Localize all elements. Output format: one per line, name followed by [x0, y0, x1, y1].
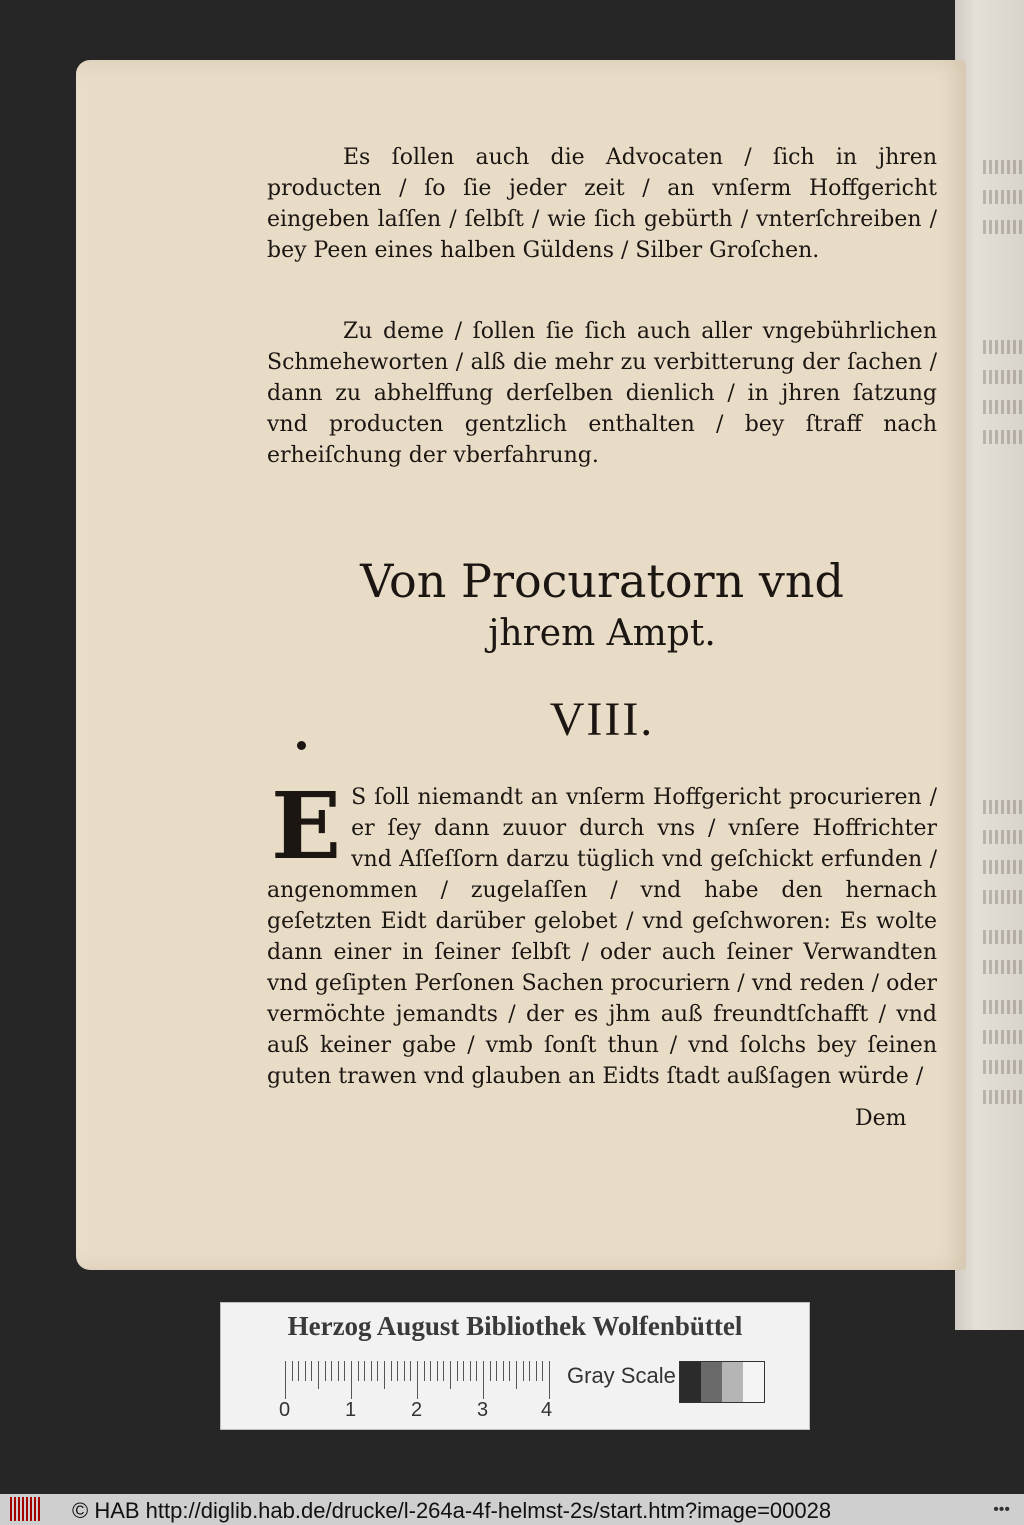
ruler-tick	[430, 1361, 431, 1381]
gray-scale-swatches	[679, 1361, 765, 1403]
hab-logo-icon	[10, 1497, 48, 1521]
copyright-url[interactable]: © HAB http://diglib.hab.de/drucke/l-264a-4f-helmst-2s/start.htm?image=00028	[72, 1498, 832, 1523]
logo-bar	[18, 1497, 20, 1521]
ruler-tick	[404, 1361, 405, 1381]
ruler-tick	[529, 1361, 530, 1381]
paragraph-procurators-text: S ſoll niemandt an vnſerm Hoffgericht procurieren / er ſey dann zuuor durch vns / vnſere Hoffrichter vnd Aſſeſſorn darzu tüglich vnd geſchickt erfunden / angenommen / zugelaſſen / vnd habe den hernach geſetzten Eidt darüber gelobet / vnd geſchworen: Es wolte dann einer in ſeiner ſelbſt / oder auch ſeiner Verwandten vnd geſipten Perſonen Sachen procuriern / vnd reden / oder vermöchte jemandts / der es jhm auß freundtſchafft / vnd auß keiner gabe / vmb ſonſt thun / vnd ſolchs bey ſeinen guten trawen vnd glauben an Eidts ſtadt außſagen würde /	[267, 785, 937, 1089]
section-subheading: jhrem Ampt.	[488, 613, 716, 654]
ruler-tick	[450, 1361, 451, 1389]
paragraph-procurators	[267, 772, 937, 1092]
logo-bar	[10, 1497, 12, 1521]
ruler-tick	[496, 1361, 497, 1381]
catchword: Dem	[855, 1106, 907, 1131]
ruler-tick	[417, 1361, 418, 1399]
ruler-tick	[377, 1361, 378, 1381]
ruler-tick	[443, 1361, 444, 1381]
ruler-tick	[490, 1361, 491, 1381]
library-color-card	[220, 1302, 810, 1430]
ruler-tick	[285, 1361, 286, 1399]
ruler-tick	[463, 1361, 464, 1381]
ruler-tick	[536, 1361, 537, 1381]
ruler-tick	[344, 1361, 345, 1381]
ruler-number: 0	[279, 1399, 291, 1421]
ruler-tick	[549, 1361, 550, 1399]
logo-bar	[38, 1497, 40, 1521]
paragraph-advocates: Es ſollen auch die Advocaten / ſich in jhren producten / ſo ſie jeder zeit / an vnſerm Hoffgericht eingeben laſſen / ſelbſt / wie ſich gebürth / vnterſchreiben / bey Peen eines halben Güldens / Silber Groſchen.	[267, 145, 937, 263]
logo-bar	[34, 1497, 36, 1521]
ruler-tick	[509, 1361, 510, 1381]
ruler-tick	[371, 1361, 372, 1381]
ruler-number: 2	[411, 1399, 423, 1421]
ruler-tick	[457, 1361, 458, 1381]
ruler-tick	[298, 1361, 299, 1381]
ruler-tick	[318, 1361, 319, 1389]
ruler-tick	[397, 1361, 398, 1381]
footer-bar	[0, 1494, 1024, 1525]
ruler-tick	[391, 1361, 392, 1381]
ruler-tick	[476, 1361, 477, 1381]
section-number: VIII.	[549, 693, 655, 746]
gray-swatch	[743, 1362, 764, 1402]
ruler-tick	[331, 1361, 332, 1381]
ruler-tick	[523, 1361, 524, 1381]
ink-dot	[297, 741, 306, 750]
logo-bar	[14, 1497, 16, 1521]
ruler-tick	[364, 1361, 365, 1381]
ruler-tick	[470, 1361, 471, 1381]
scale-ruler	[285, 1361, 555, 1399]
ruler-tick	[358, 1361, 359, 1381]
ruler-tick	[437, 1361, 438, 1381]
library-name: Herzog August Bibliothek Wolfenbüttel	[287, 1311, 743, 1341]
paragraph-insults: Zu deme / ſollen ſie ſich auch aller vngebührlichen Schmeheworten / alß die mehr zu verbitterung der ſachen / dann zu abhelffung derſelben dienlich / in jhren ſatzung vnd producten gentzlich enthalten / bey ſtraff nach erheiſchung der vberfahrung.	[267, 319, 937, 468]
ruler-tick	[516, 1361, 517, 1389]
ruler-tick	[338, 1361, 339, 1381]
ruler-tick	[542, 1361, 543, 1381]
ruler-tick	[384, 1361, 385, 1389]
ruler-tick	[410, 1361, 411, 1381]
ruler-number: 1	[345, 1399, 357, 1421]
ruler-number: 3	[477, 1399, 489, 1421]
ruler-tick	[483, 1361, 484, 1399]
drop-cap-initial: E	[271, 772, 342, 880]
ruler-tick	[424, 1361, 425, 1381]
ruler-tick	[351, 1361, 352, 1399]
gray-scale-label: Gray Scale	[567, 1363, 676, 1388]
logo-bar	[26, 1497, 28, 1521]
section-heading: Von Procuratorn vnd	[360, 554, 844, 608]
gray-swatch	[701, 1362, 722, 1402]
more-menu-icon[interactable]: •••	[993, 1501, 1010, 1518]
ruler-tick	[305, 1361, 306, 1381]
logo-bar	[30, 1497, 32, 1521]
logo-bar	[22, 1497, 24, 1521]
ruler-tick	[503, 1361, 504, 1381]
ruler-tick	[311, 1361, 312, 1381]
gray-swatch	[680, 1362, 701, 1402]
gray-swatch	[722, 1362, 743, 1402]
ruler-tick	[325, 1361, 326, 1381]
ruler-tick	[292, 1361, 293, 1381]
ruler-number: 4	[541, 1399, 553, 1421]
